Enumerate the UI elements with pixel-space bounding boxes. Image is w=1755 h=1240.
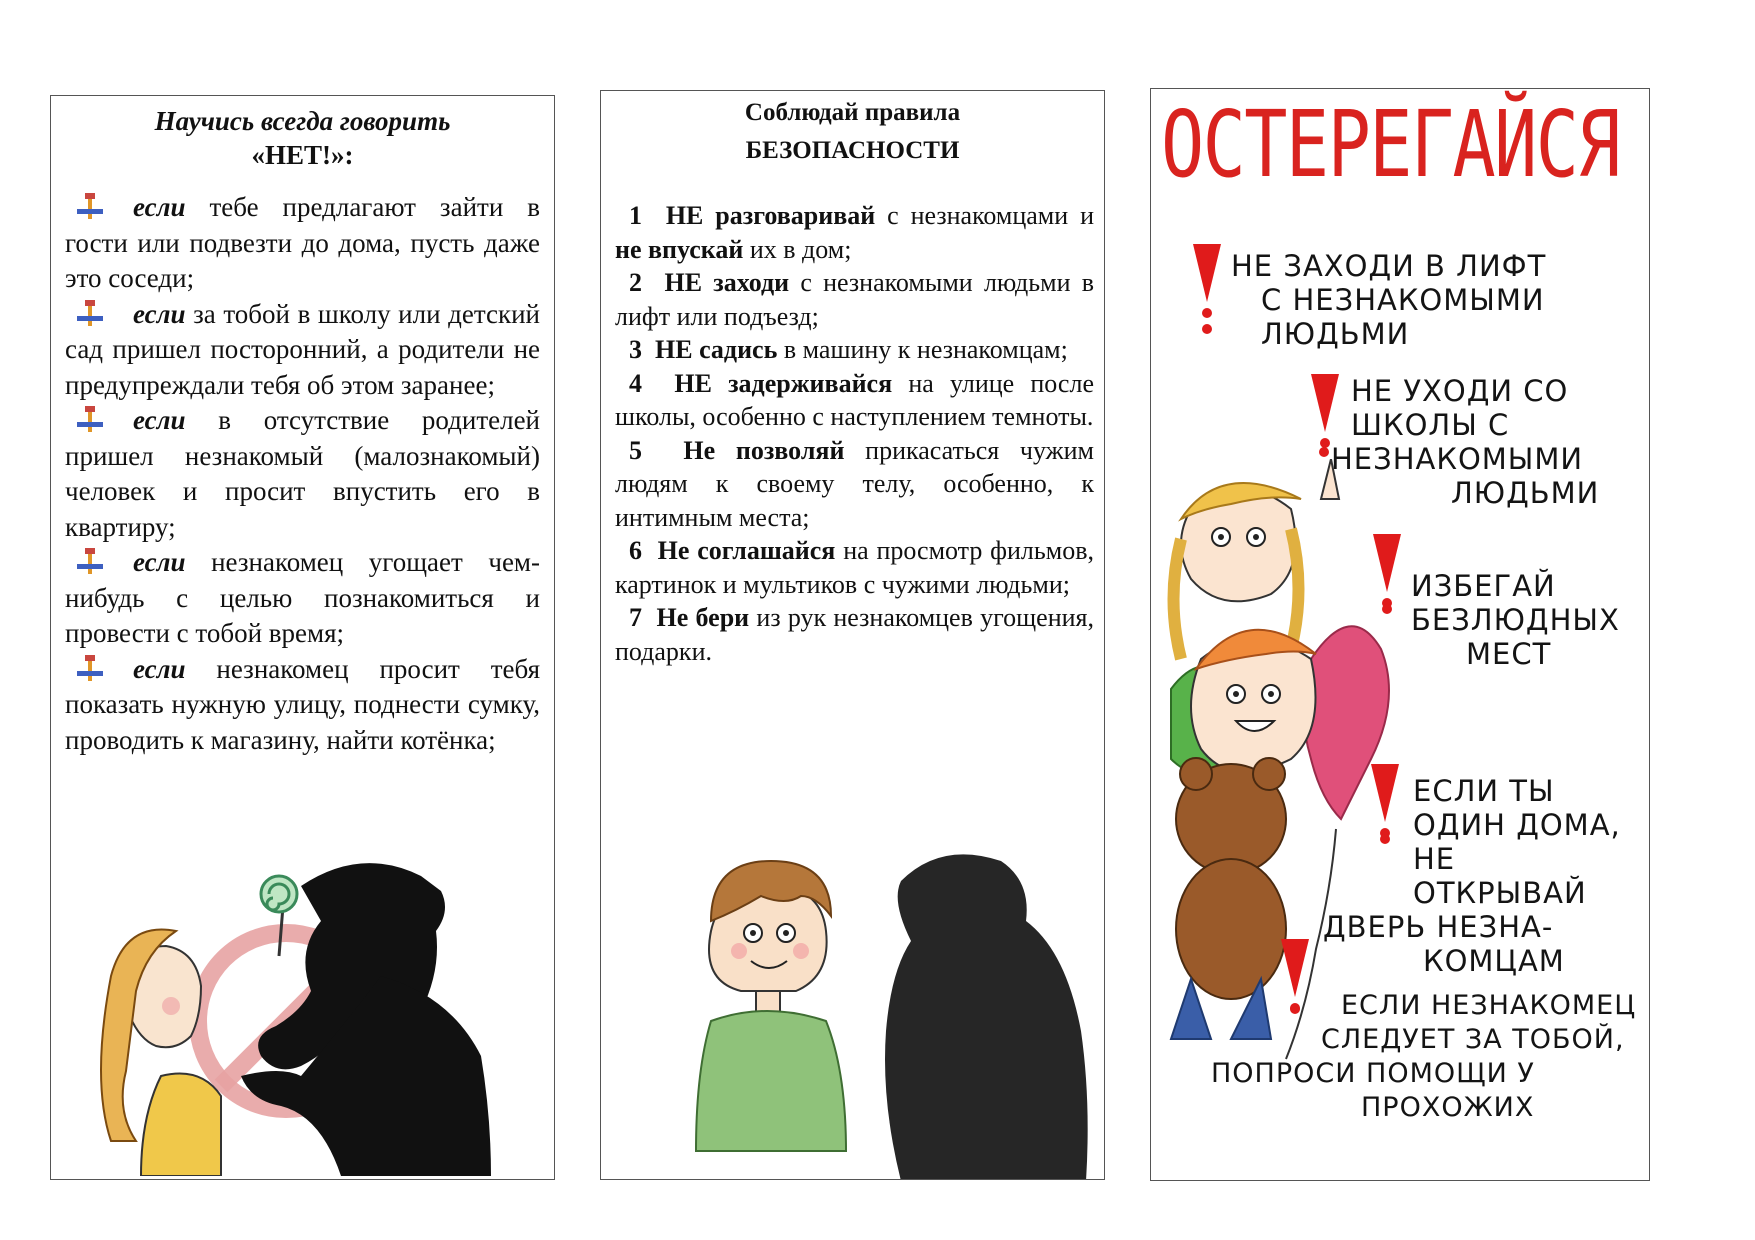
bullet-cross-icon	[77, 548, 103, 574]
rule-item: 3 НЕ садись в машину к незнакомцам;	[629, 335, 1068, 364]
rule-item: 6 Не соглашайся на просмотр фильмов, картинок и мультиков с чужими людьми;	[615, 536, 1094, 599]
rule-item: 1 НЕ разговаривай с незнакомцами и не впускай их в дом;	[615, 201, 1095, 264]
exclamation-icon	[1382, 604, 1392, 614]
stranger-lollipop-illustration	[51, 846, 555, 1176]
panel-say-no	[50, 95, 555, 1180]
list-item: если незнакомец угощает чем-нибудь с целью познакомиться и провести с тобой время;	[65, 547, 541, 648]
panel2-title-line1: Соблюдай правила	[744, 99, 961, 126]
bullet-cross-icon	[77, 193, 103, 219]
warning-text: НЕ ЗАХОДИ В ЛИФТ С НЕЗНАКОМЫМИ ЛЮДЬМИ	[1231, 249, 1547, 351]
warning-text: НЕ УХОДИ СО ШКОЛЫ С НЕЗНАКОМЫМИ ЛЮДЬМИ	[1331, 374, 1600, 510]
rule-item: 2 НЕ заходи с незнакомыми людьми в лифт или подъезд;	[615, 268, 1094, 331]
panel1-title-line1: Научись всегда говорить	[154, 106, 451, 136]
warning-text: ИЗБЕГАЙ БЕЗЛЮДНЫХ МЕСТ	[1411, 569, 1620, 671]
bullet-cross-icon	[77, 300, 103, 326]
exclamation-icon	[1371, 764, 1399, 822]
warning-text: ЕСЛИ ТЫ ОДИН ДОМА, НЕ ОТКРЫВАЙ ДВЕРЬ НЕЗНА- КОМЦАМ	[1323, 774, 1621, 978]
rule-item: 7 Не бери из рук незнакомцев угощения, подарки.	[615, 603, 1094, 666]
panel2-title-line2: БЕЗОПАСНОСТИ	[745, 137, 960, 164]
list-item: если тебе предлагают зайти в гости или подвезти до дома, пусть даже это соседи;	[65, 192, 540, 293]
warning-text: ЕСЛИ НЕЗНАКОМЕЦ СЛЕДУЕТ ЗА ТОБОЙ, ПОПРОСИ ПОМОЩИ У ПРОХОЖИХ	[1211, 990, 1637, 1123]
say-no-list	[51, 190, 554, 758]
list-item: если за тобой в школу или детский сад пришел посторонний, а родители не предупреждали тебя об этом заранее;	[65, 298, 541, 400]
panel1-title-line2: «НЕТ!»:	[251, 140, 354, 170]
exclamation-icon	[1373, 534, 1401, 592]
boy-shadow-illustration	[601, 821, 1105, 1180]
exclamation-icon	[1193, 244, 1221, 302]
panel-beware	[1150, 88, 1650, 1181]
exclamation-icon	[1380, 834, 1390, 844]
exclamation-icon	[1311, 374, 1339, 432]
panel-safety-rules	[600, 90, 1105, 1180]
rule-item: 4 НЕ задерживайся на улице после школы, особенно с наступлением темноты.	[615, 368, 1094, 431]
beware-title: ОСТЕРЕГАЙСЯ	[1161, 91, 1620, 198]
exclamation-icon	[1202, 324, 1212, 334]
bullet-cross-icon	[77, 655, 103, 681]
exclamation-icon	[1319, 447, 1329, 457]
list-item: если в отсутствие родителей пришел незнакомый (малознакомый) человек и просит впустить его в квартиру;	[65, 405, 541, 542]
list-item: если незнакомец просит тебя показать нужную улицу, поднести сумку, проводить к магазину, найти котёнка;	[65, 653, 541, 755]
rules-list	[601, 199, 1104, 668]
rule-item: 5 Не позволяй прикасаться чужим людям к своему телу, особенно, к интимным места;	[615, 435, 1094, 532]
bullet-cross-icon	[77, 406, 103, 432]
